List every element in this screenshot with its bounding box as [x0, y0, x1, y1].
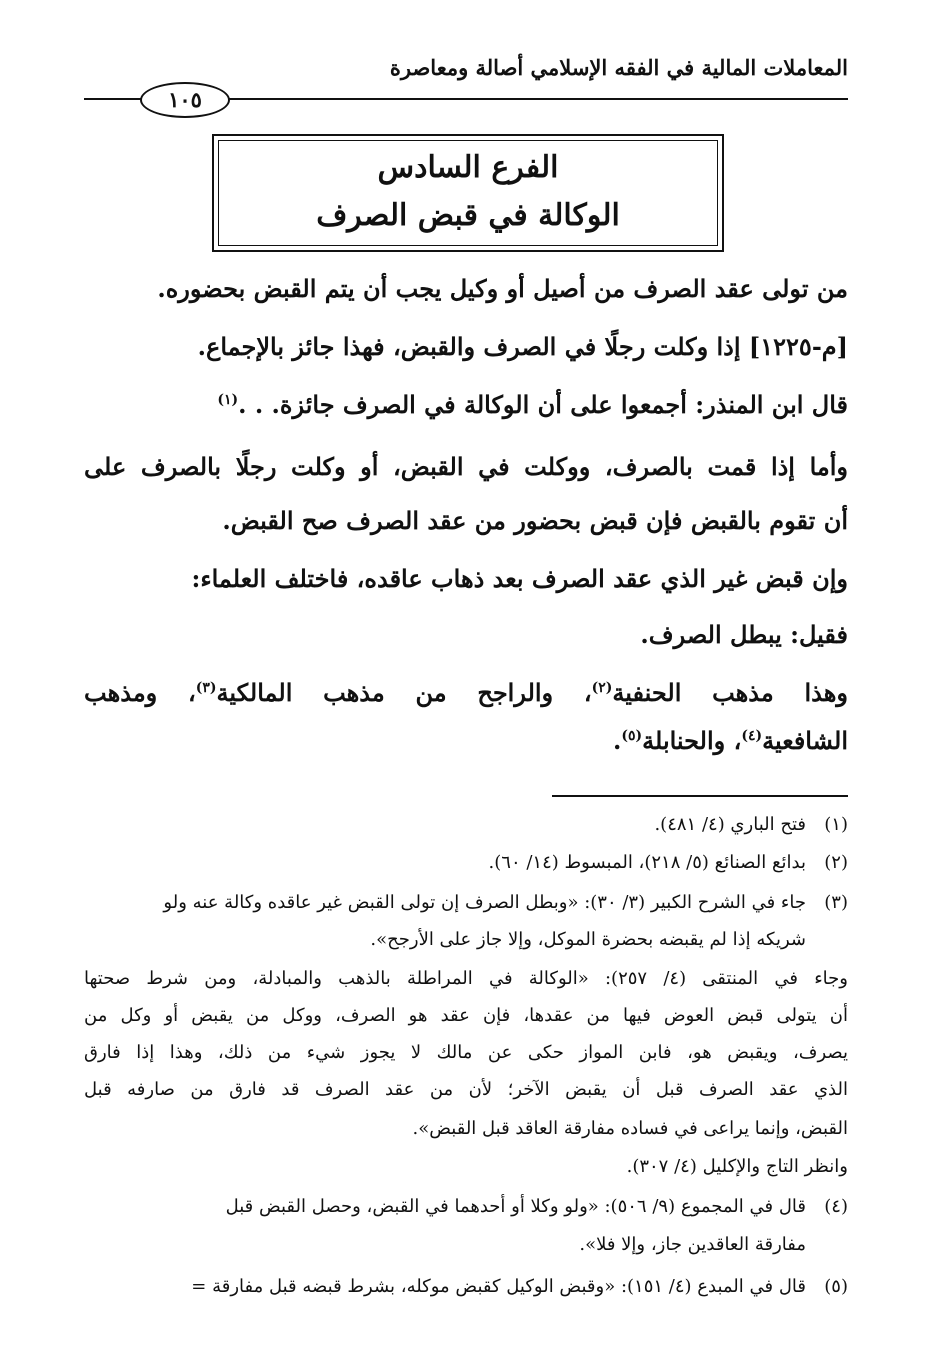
- footnote-3-line: أن يتولى قبض العوض فيها من عقدها، فإن عقد هو الصرف، ووكل من يقبض أو وكل من: [84, 1005, 848, 1026]
- body-line: قال ابن المنذر: أجمعوا على أن الوكالة في الصرف جائزة. . .$^{(١)}$: [217, 390, 848, 419]
- section-title-line-2: الوكالة في قبض الصرف: [316, 198, 620, 233]
- footnote-4-line: مفارقة العاقدين جاز، وإلا فلا».: [579, 1234, 806, 1255]
- footnote-ref: (٢): [591, 680, 613, 696]
- footnote-5: (٥)قال في المبدع (٤/ ١٥١): «وقبض الوكيل كقبض موكله، بشرط قبضه قبل مفارقة =: [191, 1276, 848, 1297]
- footnote-3-line: وانظر التاج والإكليل (٤/ ٣٠٧).: [626, 1156, 848, 1177]
- footnote-3-line: القبض، وإنما يراعى في فساده مفارقة العاقد قبل القبض».: [412, 1118, 848, 1139]
- body-line: فقيل: يبطل الصرف.: [640, 620, 848, 649]
- body-line: وهذا مذهب الحنفية$^{(٢)}$، والراجح من مذهب المالكية$^{(٣)}$، ومذهب: [84, 678, 848, 707]
- body-line: وأما إذا قمت بالصرف، ووكلت في القبض، أو وكلت رجلًا بالصرف على: [84, 452, 848, 481]
- footnote-ref: (٥): [621, 728, 643, 744]
- section-title-frame: [212, 134, 724, 252]
- body-line: [م-١٢٢٥] إذا وكلت رجلًا في الصرف والقبض، فهذا جائز بالإجماع.: [197, 332, 848, 361]
- body-line: الشافعية$^{(٤)}$، والحنابلة$^{(٥)}$.: [612, 726, 848, 755]
- footnote-2: (٢)بدائع الصنائع (٥/ ٢١٨)، المبسوط (١٤/ ٦٠).: [488, 852, 848, 873]
- footnote-ref: (٤): [741, 728, 763, 744]
- footnote-4: (٤)قال في المجموع (٩/ ٥٠٦): «ولو وكلا أو أحدهما في القبض، وحصل القبض قبل: [225, 1196, 848, 1217]
- footnote-3: (٣)جاء في الشرح الكبير (٣/ ٣٠): «وبطل الصرف إن تولى القبض غير عاقده وكالة عنه ولو: [163, 892, 848, 913]
- footnote-3-line: يصرف، ويقبض هو، فابن المواز حكى عن مالك لا يجوز شيء من ذلك، وهذا إذا فارق: [84, 1042, 848, 1063]
- page-number: ١٠٥: [140, 82, 230, 118]
- running-title: المعاملات المالية في الفقه الإسلامي أصالة ومعاصرة: [389, 55, 848, 80]
- footnote-ref: (٣): [195, 680, 217, 696]
- section-title-line-1: الفرع السادس: [377, 150, 559, 185]
- footnote-separator: [552, 795, 848, 797]
- footnote-1: (١)فتح الباري (٤/ ٤٨١).: [654, 814, 848, 835]
- footnote-3-line: شريكه إذا لم يقبضه بحضرة الموكل، وإلا جاز على الأرجح».: [370, 929, 806, 950]
- body-line: وإن قبض غير الذي عقد الصرف بعد ذهاب عاقده، فاختلف العلماء:: [191, 564, 848, 593]
- body-line: من تولى عقد الصرف من أصيل أو وكيل يجب أن يتم القبض بحضوره.: [157, 274, 848, 303]
- body-line: أن تقوم بالقبض فإن قبض بحضور من عقد الصرف صح القبض.: [222, 506, 848, 535]
- footnote-3-line: الذي عقد الصرف قبل أن يقبض الآخر؛ لأن من عقد الصرف قد فارق من صارفه قبل: [84, 1079, 848, 1100]
- footnote-ref: (١): [217, 392, 239, 408]
- footnote-3-line: وجاء في المنتقى (٤/ ٢٥٧): «الوكالة في المراطلة بالذهب والمبادلة، ومن شرط صحتها: [84, 968, 848, 989]
